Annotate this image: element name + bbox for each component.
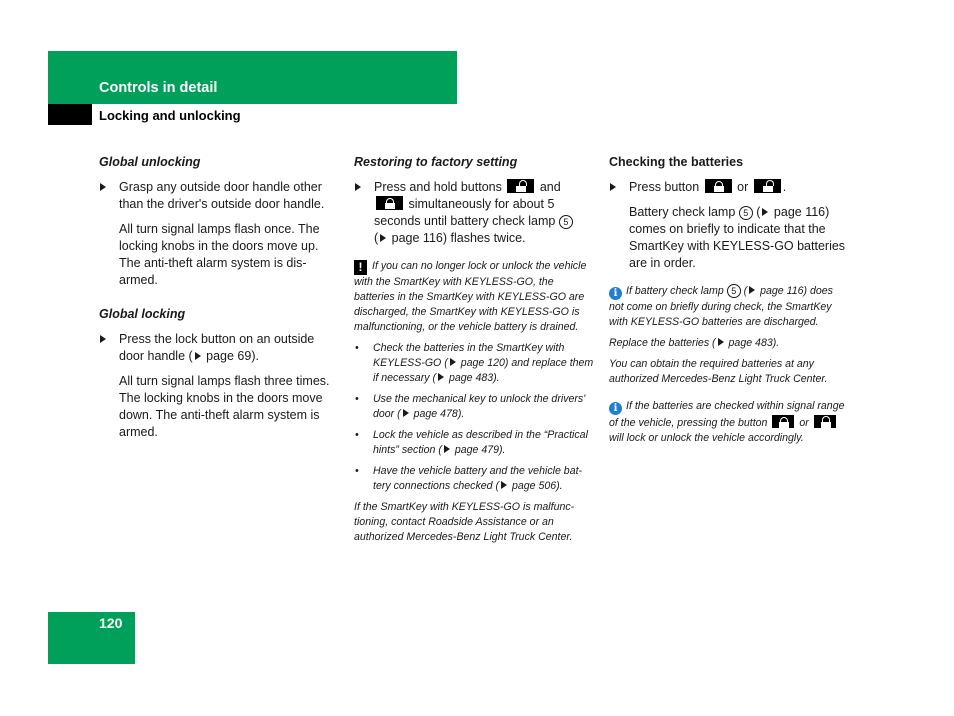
info-text: ( [743, 285, 748, 297]
step-text: page 69). [202, 349, 259, 363]
note-text-part: Replace the batteries ( [609, 337, 716, 349]
page-ref-icon [450, 358, 456, 366]
lock-button-icon [376, 196, 403, 210]
info-text: If battery check lamp [626, 285, 724, 297]
header-tab-marker [48, 104, 92, 125]
page-ref-icon [444, 445, 450, 453]
info-note [609, 399, 849, 446]
lamp-number-badge: 5 [739, 206, 753, 220]
info-note [609, 284, 849, 330]
warning-icon: ! [354, 260, 367, 275]
step-arrow-icon [100, 335, 106, 343]
bullet-dot: • [355, 393, 359, 405]
info-text: or [799, 417, 809, 429]
list-item [354, 464, 594, 494]
page-ref-icon [501, 481, 507, 489]
unlock-button-icon [507, 179, 534, 193]
section-subtitle: Locking and unlocking [99, 108, 241, 123]
step-text: Press the lock button on an outside door handle ( [119, 332, 315, 363]
bullet-text: page 479). [451, 444, 506, 456]
bullet-text: Have the vehicle battery and the vehicle bat-tery connections checked ( [373, 465, 583, 492]
step-text: Grasp any outside door handle other than the driver's outside door handle. [119, 180, 325, 211]
step-text: page 116) flashes twice. [388, 231, 526, 245]
page-ref-icon [762, 208, 768, 216]
step-text: . [782, 180, 787, 194]
bullet-text: Use the mechanical key to unlock the drivers' door ( [373, 393, 586, 420]
step-arrow-icon [100, 183, 106, 191]
lamp-number-badge: 5 [727, 284, 741, 298]
step-text: or [737, 180, 749, 194]
bullet-text: page 120) and replace them if necessary ( [373, 357, 594, 384]
unlock-button-icon [814, 415, 836, 428]
result-text-part: Battery check lamp [629, 205, 736, 219]
bullet-dot: • [355, 429, 359, 441]
heading-checking-batteries: Checking the batteries [609, 155, 744, 169]
step-text: ( [374, 231, 379, 245]
bullet-dot: • [355, 465, 359, 477]
step-item [99, 331, 339, 365]
step-arrow-icon [355, 183, 361, 191]
header-banner [48, 51, 457, 104]
warning-note [354, 259, 594, 335]
heading-global-locking: Global locking [99, 307, 186, 321]
page-ref-icon [195, 352, 201, 360]
lock-button-icon [705, 179, 732, 193]
result-text: All turn signal lamps flash three times. The locking knobs in the doors move down. The anti-theft alarm system is armed. [119, 374, 330, 439]
note-text: You can obtain the required batteries at any authorized Mercedes-Benz Light Truck Center. [609, 358, 828, 385]
info-text: page 116) does not come on briefly during check, the SmartKey with KEYLESS-GO batteries are discharged. [609, 285, 833, 328]
step-text: Press and hold buttons [374, 180, 502, 194]
heading-global-unlocking: Global unlocking [99, 155, 201, 169]
step-item [354, 179, 594, 247]
note-text: If the SmartKey with KEYLESS-GO is malfunc-tioning, contact Roadside Assistance or an authorized Mercedes-Benz Light Truck Center. [354, 501, 575, 543]
info-icon: i [609, 402, 622, 415]
result-text [609, 204, 849, 272]
step-arrow-icon [610, 183, 616, 191]
heading-factory-setting: Restoring to factory setting [354, 155, 518, 169]
page-ref-icon [403, 409, 409, 417]
info-text: If the batteries are checked within signal range of the vehicle, pressing the button [609, 400, 845, 429]
page-ref-icon [438, 373, 444, 381]
lock-button-icon [772, 415, 794, 428]
bullet-dot: • [355, 342, 359, 354]
section-title: Controls in detail [99, 80, 218, 96]
note-text-part: page 483). [725, 337, 780, 349]
step-item [99, 179, 339, 213]
bullet-text: page 506). [509, 480, 563, 492]
info-icon: i [609, 287, 622, 300]
bullet-text: page 483). [446, 372, 500, 384]
bullet-text: page 478). [410, 408, 465, 420]
column-left [99, 155, 339, 453]
page-ref-icon [749, 286, 755, 294]
lamp-number-badge: 5 [559, 215, 573, 229]
column-middle [354, 155, 594, 551]
page-ref-icon [380, 234, 386, 242]
step-text: simultaneously for about 5 seconds until battery check lamp [374, 197, 556, 228]
unlock-button-icon [754, 179, 781, 193]
column-right [609, 155, 849, 452]
list-item [354, 341, 594, 386]
page-ref-icon [718, 338, 724, 346]
result-text-part: ( [756, 205, 761, 219]
info-text: will lock or unlock the vehicle accordingly. [609, 432, 804, 444]
result-text: All turn signal lamps flash once. The locking knobs in the doors move up. The anti-theft alarm system is dis-armed. [119, 222, 320, 287]
list-item [354, 392, 594, 422]
page-number: 120 [99, 615, 123, 631]
bullet-text: Lock the vehicle as described in the “Practical hints” section ( [373, 429, 588, 456]
note-text [609, 336, 849, 351]
list-item [354, 428, 594, 458]
step-text: Press button [629, 180, 700, 194]
step-text: and [539, 180, 561, 194]
step-item [609, 179, 849, 196]
bullet-text: Check the batteries in the SmartKey with KEYLESS-GO ( [373, 342, 565, 369]
result-text-part: page 116) comes on briefly to indicate that the SmartKey with KEYLESS-GO batteries are in order. [629, 205, 846, 270]
warning-text: If you can no longer lock or unlock the vehicle with the SmartKey with KEYLESS-GO, the batteries in the SmartKey with KEYLESS-GO are discharged, the SmartKey with KEYLESS-GO is malfunctioning, or the vehicle battery is drained. [354, 260, 587, 333]
